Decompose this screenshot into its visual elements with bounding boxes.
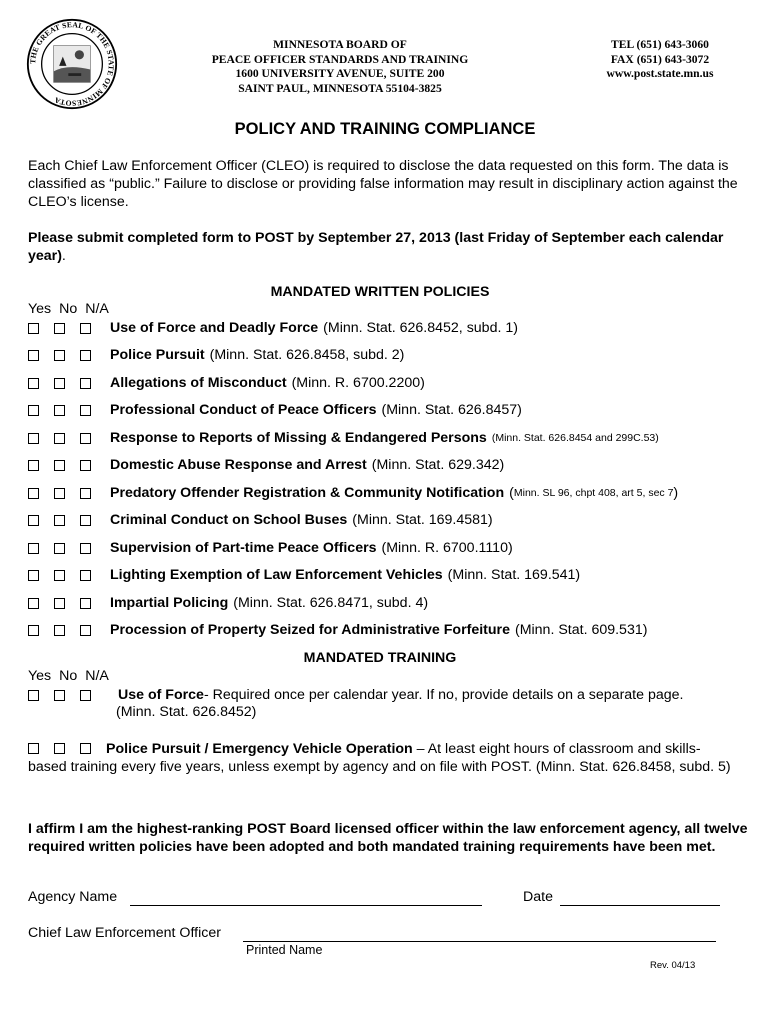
policy-name: Supervision of Part-time Peace Officers [110,540,377,556]
yes-checkbox[interactable] [28,405,39,416]
policy-statute-open-paren: ( [509,485,514,501]
policy-name: Domestic Abuse Response and Arrest [110,457,367,473]
policy-row [28,539,513,557]
no-checkbox[interactable] [54,378,65,389]
training-statute: (Minn. Stat. 626.8452) [116,704,257,720]
policy-statute: (Minn. Stat. 626.8458, subd. 2) [209,347,405,363]
policy-row [28,511,493,529]
policy-row [28,566,580,584]
yes-checkbox[interactable] [28,543,39,554]
training-name: Police Pursuit / Emergency Vehicle Operation [106,741,413,757]
printed-name-caption: Printed Name [246,943,323,957]
policy-statute: (Minn. Stat. 626.8457) [381,402,522,418]
yes-checkbox[interactable] [28,323,39,334]
training-row-police-pursuit [28,740,738,776]
policy-statute: (Minn. Stat. 169.4581) [352,512,493,528]
street-address: 1600 UNIVERSITY AVENUE, SUITE 200 [235,67,445,80]
board-name-line-2: PEACE OFFICER STANDARDS AND TRAINING [211,52,469,66]
policy-row [28,621,647,639]
na-checkbox[interactable] [80,543,91,554]
yes-checkbox[interactable] [28,743,39,754]
policy-name: Predatory Offender Registration & Community Notification [110,485,505,501]
na-label: N/A [85,301,109,317]
no-checkbox[interactable] [54,690,65,701]
state-seal-logo [26,18,118,110]
training-detail: – At least eight hours of classroom and skills-based training every five years, unless exempt by agency and on file with POST. (Minn. Stat. 626.8458, subd. 5) [28,741,731,775]
yes-checkbox[interactable] [28,515,39,526]
city-state-zip: SAINT PAUL, MINNESOTA 55104-3825 [238,81,442,95]
fax: FAX (651) 643-3072 [610,52,710,66]
yes-checkbox[interactable] [28,598,39,609]
policy-name: Response to Reports of Missing & Endangered Persons [110,430,487,446]
yes-checkbox[interactable] [28,625,39,636]
no-checkbox[interactable] [54,743,65,754]
policy-name: Police Pursuit [110,347,205,363]
yes-checkbox[interactable] [28,378,39,389]
na-checkbox[interactable] [80,323,91,334]
na-checkbox[interactable] [80,460,91,471]
no-checkbox[interactable] [54,323,65,334]
revision-label: Rev. 04/13 [650,960,696,971]
yes-no-na-header [28,301,113,317]
policy-name: Allegations of Misconduct [110,375,287,391]
policies-heading: MANDATED WRITTEN POLICIES [270,284,490,300]
no-label: No [59,668,78,684]
policy-statute: (Minn. Stat. 609.531) [514,622,648,638]
yes-checkbox[interactable] [28,460,39,471]
deadline-text: Please submit completed form to POST by September 27, 2013 (last Friday of September each calendar year) [28,230,724,264]
training-heading: MANDATED TRAINING [303,650,457,666]
no-checkbox[interactable] [54,405,65,416]
policy-statute: Minn. SL 96, chpt 408, art 5, sec 7 [513,487,674,499]
training-detail: - Required once per calendar year. If no, provide details on a separate page. [203,687,684,703]
no-checkbox[interactable] [54,515,65,526]
policy-row [28,456,504,474]
na-checkbox[interactable] [80,350,91,361]
yes-no-na-header [28,668,113,684]
yes-checkbox[interactable] [28,488,39,499]
na-checkbox[interactable] [80,570,91,581]
yes-label: Yes [28,301,52,317]
policy-row [28,346,404,364]
date-label: Date [523,889,553,905]
no-checkbox[interactable] [54,350,65,361]
affirmation-statement: I affirm I am the highest-ranking POST Board licensed officer within the law enforcement agency, all twelve required written policies have been adopted and both mandated training requirements have been met. [28,821,748,855]
na-checkbox[interactable] [80,488,91,499]
policy-row [28,319,518,337]
policy-row [28,594,428,612]
policy-name: Criminal Conduct on School Buses [110,512,348,528]
policy-name: Professional Conduct of Peace Officers [110,402,377,418]
no-checkbox[interactable] [54,433,65,444]
policy-name: Lighting Exemption of Law Enforcement Vehicles [110,567,443,583]
seal-lettering: THE GREAT SEAL OF THE STATE OF MINNESOTA [28,20,116,108]
na-checkbox[interactable] [80,405,91,416]
policy-row [28,484,678,502]
policy-row [28,374,425,392]
na-checkbox[interactable] [80,625,91,636]
policy-statute: (Minn. Stat. 626.8452, subd. 1) [323,320,518,336]
na-label: N/A [85,668,109,684]
form-title: POLICY AND TRAINING COMPLIANCE [234,120,536,138]
yes-checkbox[interactable] [28,433,39,444]
intro-paragraph: Each Chief Law Enforcement Officer (CLEO) is required to disclose the data requested on this form. The data is classified as “public.” Failure to disclose or providing false information may result in disciplinary action against the CLEO’s license. [28,158,738,210]
na-checkbox[interactable] [80,433,91,444]
no-checkbox[interactable] [54,543,65,554]
yes-checkbox[interactable] [28,690,39,701]
telephone: TEL (651) 643-3060 [611,38,709,51]
na-checkbox[interactable] [80,378,91,389]
training-row-use-of-force [28,686,683,704]
yes-checkbox[interactable] [28,570,39,581]
policy-statute: (Minn. Stat. 626.8454 and 299C.53) [491,432,659,444]
agency-name-field[interactable] [130,905,482,906]
policy-name: Procession of Property Seized for Administrative Forfeiture [110,622,510,638]
na-checkbox[interactable] [80,690,91,701]
no-checkbox[interactable] [54,460,65,471]
website: www.post.state.mn.us [606,67,714,80]
policy-row [28,429,659,447]
no-checkbox[interactable] [54,598,65,609]
policy-statute-close-paren: ) [673,485,679,501]
policy-statute: (Minn. R. 6700.1110) [381,540,513,556]
date-field[interactable] [560,905,720,906]
deadline-notice [28,229,748,265]
policy-statute: (Minn. Stat. 626.8471, subd. 4) [233,595,429,611]
training-name: Use of Force [118,687,204,703]
deadline-period: . [61,248,66,264]
board-address-block [190,38,490,96]
contact-block [585,38,735,82]
cleo-name-field[interactable] [243,941,716,942]
agency-name-label: Agency Name [28,889,118,905]
board-name-line-1: MINNESOTA BOARD OF [273,38,407,51]
policy-statute: (Minn. Stat. 629.342) [371,457,505,473]
policy-statute: (Minn. Stat. 169.541) [447,567,581,583]
na-checkbox[interactable] [80,743,91,754]
policy-row [28,401,522,419]
no-checkbox[interactable] [54,625,65,636]
no-label: No [59,301,78,317]
yes-checkbox[interactable] [28,350,39,361]
policy-statute: (Minn. R. 6700.2200) [291,375,425,391]
no-checkbox[interactable] [54,488,65,499]
policy-name: Use of Force and Deadly Force [110,320,319,336]
cleo-label: Chief Law Enforcement Officer [28,925,221,941]
na-checkbox[interactable] [80,515,91,526]
policy-name: Impartial Policing [110,595,229,611]
na-checkbox[interactable] [80,598,91,609]
no-checkbox[interactable] [54,570,65,581]
yes-label: Yes [28,668,52,684]
